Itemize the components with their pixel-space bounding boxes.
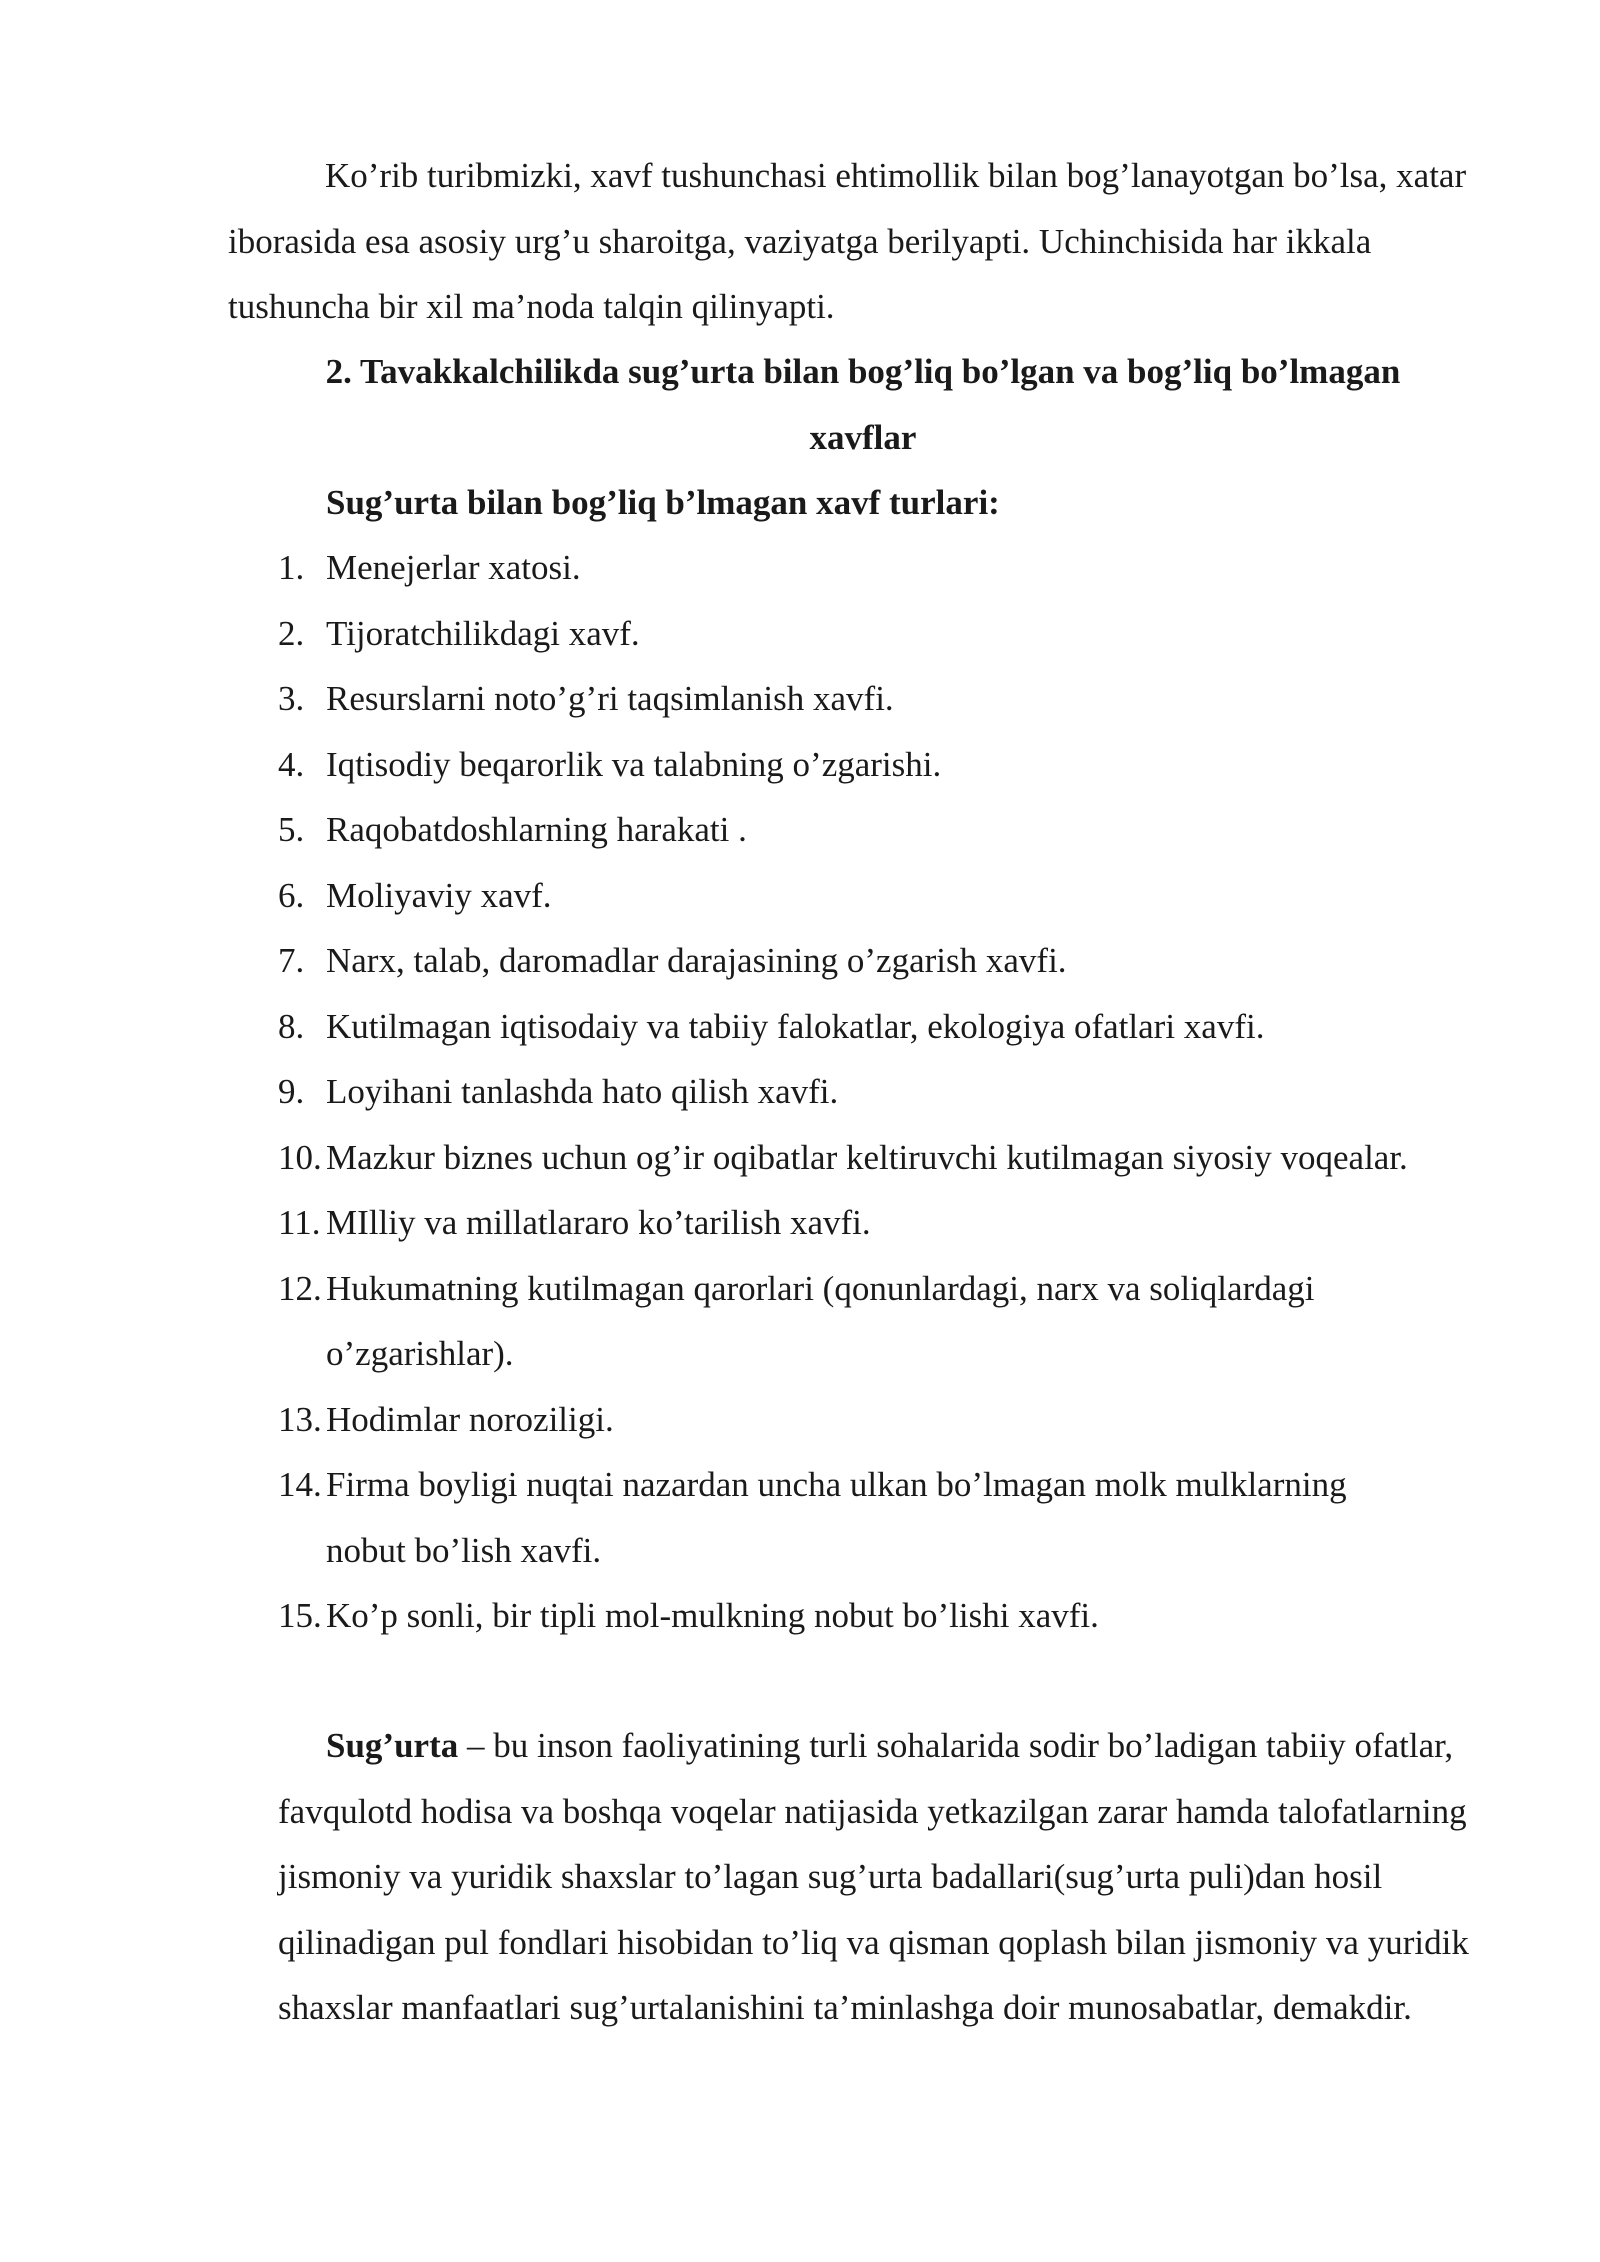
list-item (278, 732, 1428, 798)
list-item-number: 1. (278, 548, 305, 587)
list-item-number: 5. (278, 810, 305, 849)
list-item (278, 1452, 1428, 1583)
list-item-number: 2. (278, 613, 305, 653)
list-item-number: 9. (278, 1072, 305, 1111)
list-item-number: 15. (278, 1596, 322, 1635)
intro-paragraph: Ko’rib turibmizki, xavf tushunchasi ehtimollik bilan bog’lanayotgan bo’lsa, xatar iborasida esa asosiy urg’u sharoitga, vaziyatga berilyapti. Uchinchisida har ikkala tushuncha bir xil ma’noda talqin qilinyapti. (228, 156, 1467, 326)
list-item-text: Moliyaviy xavf. (326, 875, 552, 915)
list-item-text: Iqtisodiy beqarorlik va talabning o’zgarishi. (326, 744, 942, 784)
list-item-text: Narx, talab, daromadlar darajasining o’zgarish xavfi. (326, 941, 1067, 980)
list-item (278, 666, 1428, 732)
list-item-text: Hodimlar noroziligi. (326, 1399, 614, 1439)
list-item-text: Mazkur biznes uchun og’ir oqibatlar keltiruvchi kutilmagan siyosiy voqealar. (326, 1137, 1408, 1177)
list-item-text: Firma boyligi nuqtai nazardan uncha ulkan bo’lmagan molk mulklarning nobut bo’lish xavfi. (326, 1465, 1347, 1570)
definition-term: Sug’urta (326, 1726, 459, 1765)
list-item (278, 1190, 1428, 1256)
list-subheading: Sug’urta bilan bog’liq b’lmagan xavf turlari: (326, 483, 1000, 522)
list-item (278, 1387, 1428, 1453)
list-item-number: 3. (278, 679, 305, 718)
list-item (278, 994, 1428, 1060)
list-item (278, 1583, 1428, 1649)
section-heading: 2. Tavakkalchilikda sug’urta bilan bog’liq bo’lgan va bog’liq bo’lmagan xavflar (325, 352, 1401, 457)
list-item-number: 11. (278, 1203, 321, 1242)
list-item-text: Hukumatning kutilmagan qarorlari (qonunlardagi, narx va soliqlardagi o’zgarishlar). (326, 1268, 1315, 1373)
list-item-text: Tijoratchilikdagi xavf. (326, 613, 640, 653)
list-item-text: Ko’p sonli, bir tipli mol-mulkning nobut bo’lishi xavfi. (326, 1596, 1099, 1635)
definition-text: – bu inson faoliyatining turli sohalarida sodir bo’ladigan tabiiy ofatlar, favqulotd hodisa va boshqa voqelar natijasida yetkazilgan zarar hamda talofatlarning jismoniy va yuridik shaxslar to’lagan sug’urta badallari(sug’urta puli)dan hosil qilinadigan pul fondlari hisobidan to’liq va qisman qoplash bilan jismoniy va yuridik shaxslar manfaatlari sug’urtalanishini ta’minlashga doir munosabatlar, demakdir. (278, 1726, 1469, 2027)
list-item (278, 928, 1428, 994)
list-item-text: Raqobatdoshlarning harakati . (326, 810, 747, 849)
list-item-text: Kutilmagan iqtisodaiy va tabiiy falokatlar, ekologiya ofatlari xavfi. (326, 1006, 1265, 1046)
list-item-number: 8. (278, 1006, 305, 1046)
list-item-number: 10. (278, 1137, 322, 1177)
definition-paragraph (278, 1713, 1478, 2041)
list-item (278, 1125, 1428, 1191)
risk-list (278, 535, 1428, 1649)
list-item-number: 13. (278, 1399, 322, 1439)
list-item-number: 6. (278, 875, 305, 915)
list-item-number: 7. (278, 941, 305, 980)
list-item (278, 601, 1428, 667)
list-item-text: Menejerlar xatosi. (326, 548, 581, 587)
list-item (278, 1059, 1428, 1125)
list-item-text: MIlliy va millatlararo ko’tarilish xavfi. (326, 1203, 871, 1242)
list-item (278, 535, 1428, 601)
list-item-number: 14. (278, 1465, 322, 1504)
list-item-text: Loyihani tanlashda hato qilish xavfi. (326, 1072, 839, 1111)
list-item (278, 797, 1428, 863)
list-item (278, 863, 1428, 929)
list-item (278, 1256, 1428, 1387)
list-item-number: 12. (278, 1268, 322, 1308)
list-item-number: 4. (278, 744, 305, 784)
list-item-text: Resurslarni noto’g’ri taqsimlanish xavfi. (326, 679, 894, 718)
